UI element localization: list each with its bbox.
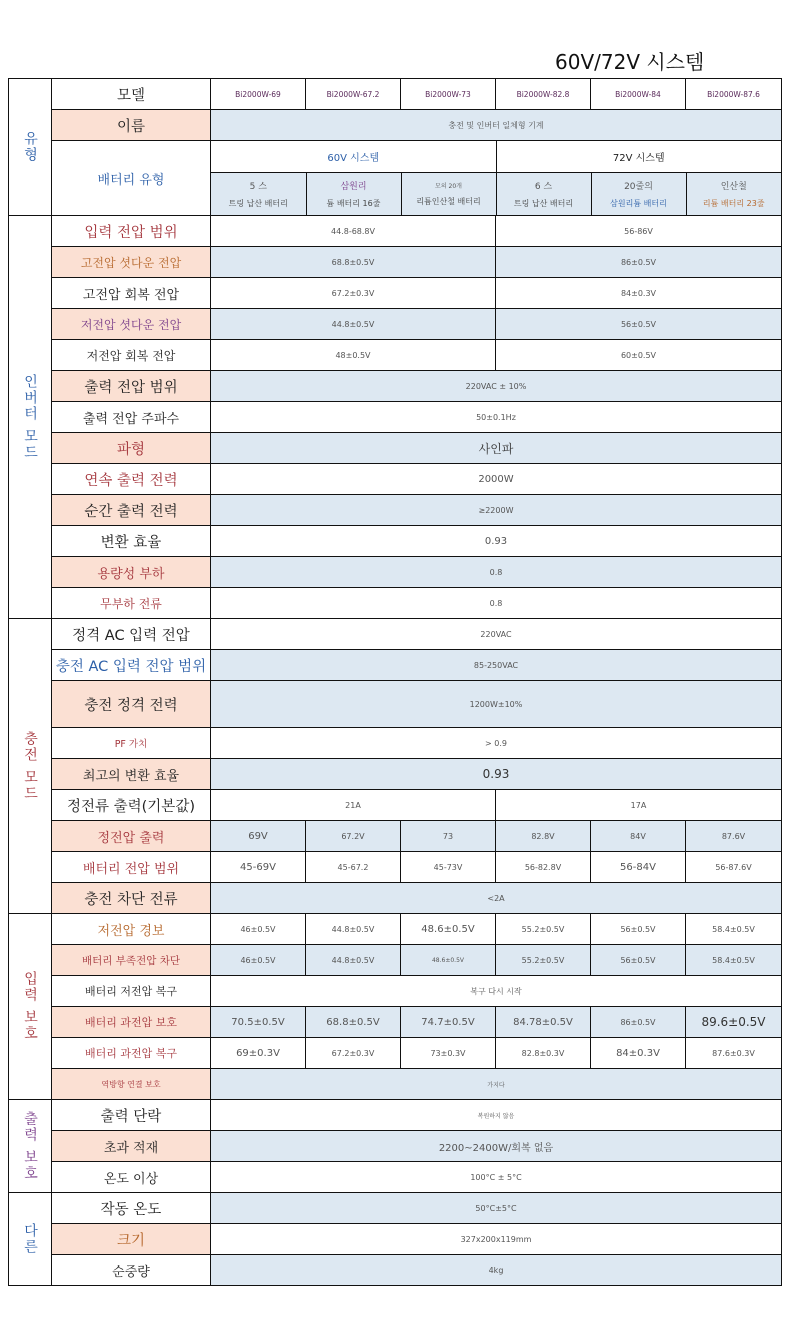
page-title: 60V/72V 시스템 bbox=[555, 50, 705, 74]
row-label: 배터리 부족전압 차단 bbox=[52, 945, 211, 976]
value-all: 220VAC bbox=[211, 619, 782, 650]
row-label: 변환 효율 bbox=[52, 526, 211, 557]
value-72v: 60±0.5V bbox=[496, 340, 782, 371]
battery-cell: 5 스 트링 납산 배터리 bbox=[211, 172, 306, 215]
lv-cut-cell: 55.2±0.5V bbox=[496, 945, 591, 976]
range-cell: 56-82.8V bbox=[496, 852, 591, 883]
value-60v: 44.8-68.8V bbox=[211, 216, 496, 247]
cv-cell: 84V bbox=[591, 821, 686, 852]
value-all: 가지다 bbox=[211, 1069, 782, 1100]
row-label: 크기 bbox=[52, 1224, 211, 1255]
range-cell: 56-87.6V bbox=[686, 852, 782, 883]
row-label: 순간 출력 전력 bbox=[52, 495, 211, 526]
value-60v: 67.2±0.3V bbox=[211, 278, 496, 309]
row-label: 무부하 전류 bbox=[52, 588, 211, 619]
cv-cell: 67.2V bbox=[306, 821, 401, 852]
value-all: 0.93 bbox=[211, 759, 782, 790]
sys60-label: 60V 시스템 bbox=[211, 141, 496, 172]
value-72v: 84±0.3V bbox=[496, 278, 782, 309]
cv-cell: 87.6V bbox=[686, 821, 782, 852]
row-label: 충전 차단 전류 bbox=[52, 883, 211, 914]
battery-cell: 인산철 리튬 배터리 23줄 bbox=[686, 172, 781, 215]
row-label: 배터리 과전압 복구 bbox=[52, 1038, 211, 1069]
group-type: 유형 bbox=[9, 79, 52, 216]
row-label: 초과 적재 bbox=[52, 1131, 211, 1162]
battery-cell: 20줄의 삼원리튬 배터리 bbox=[591, 172, 686, 215]
row-label: 용량성 부하 bbox=[52, 557, 211, 588]
ov-prot-cell: 86±0.5V bbox=[591, 1007, 686, 1038]
group-output-protect: 출력 보호 bbox=[9, 1100, 52, 1193]
value-all: 복원하지 않음 bbox=[211, 1100, 782, 1131]
spec-table bbox=[8, 78, 782, 1286]
battery-cell: 모의 20개 리튬인산철 배터리 bbox=[401, 172, 496, 215]
lv-cut-cell: 56±0.5V bbox=[591, 945, 686, 976]
value-all: > 0.9 bbox=[211, 728, 782, 759]
value-all: 사인파 bbox=[211, 433, 782, 464]
lv-alarm-cell: 55.2±0.5V bbox=[496, 914, 591, 945]
row-label: 입력 전압 범위 bbox=[52, 216, 211, 247]
ov-rec-cell: 82.8±0.3V bbox=[496, 1038, 591, 1069]
value-60v: 48±0.5V bbox=[211, 340, 496, 371]
row-label: 연속 출력 전력 bbox=[52, 464, 211, 495]
value-all: 220VAC ± 10% bbox=[211, 371, 782, 402]
row-label: 최고의 변환 효율 bbox=[52, 759, 211, 790]
ov-prot-cell: 70.5±0.5V bbox=[211, 1007, 306, 1038]
ov-rec-cell: 69±0.3V bbox=[211, 1038, 306, 1069]
row-label: 출력 전압 범위 bbox=[52, 371, 211, 402]
value-72v: 56-86V bbox=[496, 216, 782, 247]
row-label: 출력 단락 bbox=[52, 1100, 211, 1131]
value-all: 100°C ± 5°C bbox=[211, 1162, 782, 1193]
value-all: 327x200x119mm bbox=[211, 1224, 782, 1255]
value-all: 1200W±10% bbox=[211, 681, 782, 728]
sys72-label: 72V 시스템 bbox=[496, 141, 781, 172]
lv-cut-cell: 44.8±0.5V bbox=[306, 945, 401, 976]
model-cell: Bi2000W-69 bbox=[211, 79, 306, 110]
row-label: 저전압 셧다운 전압 bbox=[52, 309, 211, 340]
ov-prot-cell: 68.8±0.5V bbox=[306, 1007, 401, 1038]
name-value: 충전 및 인버터 일체형 기계 bbox=[211, 110, 782, 141]
range-cell: 45-67.2 bbox=[306, 852, 401, 883]
row-label: 배터리 과전압 보호 bbox=[52, 1007, 211, 1038]
value-all: 2000W bbox=[211, 464, 782, 495]
group-other: 다른 bbox=[9, 1193, 52, 1286]
value-all: 4kg bbox=[211, 1255, 782, 1286]
cv-cell: 73 bbox=[401, 821, 496, 852]
lv-alarm-cell: 44.8±0.5V bbox=[306, 914, 401, 945]
battery-cell: 6 스 트링 납산 배터리 bbox=[496, 172, 591, 215]
ov-prot-cell: 84.78±0.5V bbox=[496, 1007, 591, 1038]
value-all: <2A bbox=[211, 883, 782, 914]
value-all: 50°C±5°C bbox=[211, 1193, 782, 1224]
value-72v: 56±0.5V bbox=[496, 309, 782, 340]
battery-type-label: 배터리 유형 bbox=[52, 141, 211, 216]
value-72v: 86±0.5V bbox=[496, 247, 782, 278]
model-cell: Bi2000W-82.8 bbox=[496, 79, 591, 110]
lv-cut-cell: 58.4±0.5V bbox=[686, 945, 782, 976]
row-label: 정격 AC 입력 전압 bbox=[52, 619, 211, 650]
value-all: 0.8 bbox=[211, 588, 782, 619]
ov-rec-cell: 73±0.3V bbox=[401, 1038, 496, 1069]
value-all: 50±0.1Hz bbox=[211, 402, 782, 433]
model-cell: Bi2000W-67.2 bbox=[306, 79, 401, 110]
value-all: 2200~2400W/회복 없음 bbox=[211, 1131, 782, 1162]
row-label: 배터리 전압 범위 bbox=[52, 852, 211, 883]
name-label: 이름 bbox=[52, 110, 211, 141]
row-label: 저전압 경보 bbox=[52, 914, 211, 945]
range-cell: 45-73V bbox=[401, 852, 496, 883]
ov-rec-cell: 67.2±0.3V bbox=[306, 1038, 401, 1069]
lv-cut-cell: 48.6±0.5V bbox=[401, 945, 496, 976]
group-inverter: 인버터 모드 bbox=[9, 216, 52, 619]
model-cell: Bi2000W-87.6 bbox=[686, 79, 782, 110]
cv-cell: 82.8V bbox=[496, 821, 591, 852]
row-label: 저전압 회복 전압 bbox=[52, 340, 211, 371]
ov-rec-cell: 87.6±0.3V bbox=[686, 1038, 782, 1069]
value-60v: 68.8±0.5V bbox=[211, 247, 496, 278]
value-all: 0.8 bbox=[211, 557, 782, 588]
row-label: 순중량 bbox=[52, 1255, 211, 1286]
row-label: 충전 AC 입력 전압 범위 bbox=[52, 650, 211, 681]
row-label: PF 가치 bbox=[52, 728, 211, 759]
lv-alarm-cell: 58.4±0.5V bbox=[686, 914, 782, 945]
model-cell: Bi2000W-84 bbox=[591, 79, 686, 110]
row-label: 출력 전압 주파수 bbox=[52, 402, 211, 433]
row-label: 작동 온도 bbox=[52, 1193, 211, 1224]
value-all: 복구 다시 시작 bbox=[211, 976, 782, 1007]
battery-type-grid bbox=[211, 141, 781, 215]
group-input-protect: 입력 보호 bbox=[9, 914, 52, 1100]
ov-prot-cell: 74.7±0.5V bbox=[401, 1007, 496, 1038]
value-all: 0.93 bbox=[211, 526, 782, 557]
ov-prot-cell: 89.6±0.5V bbox=[686, 1007, 782, 1038]
row-label: 정전압 출력 bbox=[52, 821, 211, 852]
cv-cell: 69V bbox=[211, 821, 306, 852]
row-label: 정전류 출력(기본값) bbox=[52, 790, 211, 821]
value-all: ≥2200W bbox=[211, 495, 782, 526]
ov-rec-cell: 84±0.3V bbox=[591, 1038, 686, 1069]
group-charge: 충전 모드 bbox=[9, 619, 52, 914]
row-label: 고전압 회복 전압 bbox=[52, 278, 211, 309]
lv-alarm-cell: 46±0.5V bbox=[211, 914, 306, 945]
model-label: 모델 bbox=[52, 79, 211, 110]
range-cell: 45-69V bbox=[211, 852, 306, 883]
lv-cut-cell: 46±0.5V bbox=[211, 945, 306, 976]
value-all: 85-250VAC bbox=[211, 650, 782, 681]
row-label: 파형 bbox=[52, 433, 211, 464]
row-label: 충전 정격 전력 bbox=[52, 681, 211, 728]
value-60v: 44.8±0.5V bbox=[211, 309, 496, 340]
row-label: 역방향 연결 보호 bbox=[52, 1069, 211, 1100]
row-label: 배터리 저전압 복구 bbox=[52, 976, 211, 1007]
lv-alarm-cell: 48.6±0.5V bbox=[401, 914, 496, 945]
value-60v: 21A bbox=[211, 790, 496, 821]
battery-cell: 삼원리 튬 배터리 16줄 bbox=[306, 172, 401, 215]
row-label: 고전압 셧다운 전압 bbox=[52, 247, 211, 278]
lv-alarm-cell: 56±0.5V bbox=[591, 914, 686, 945]
value-72v: 17A bbox=[496, 790, 782, 821]
model-cell: Bi2000W-73 bbox=[401, 79, 496, 110]
range-cell: 56-84V bbox=[591, 852, 686, 883]
row-label: 온도 이상 bbox=[52, 1162, 211, 1193]
